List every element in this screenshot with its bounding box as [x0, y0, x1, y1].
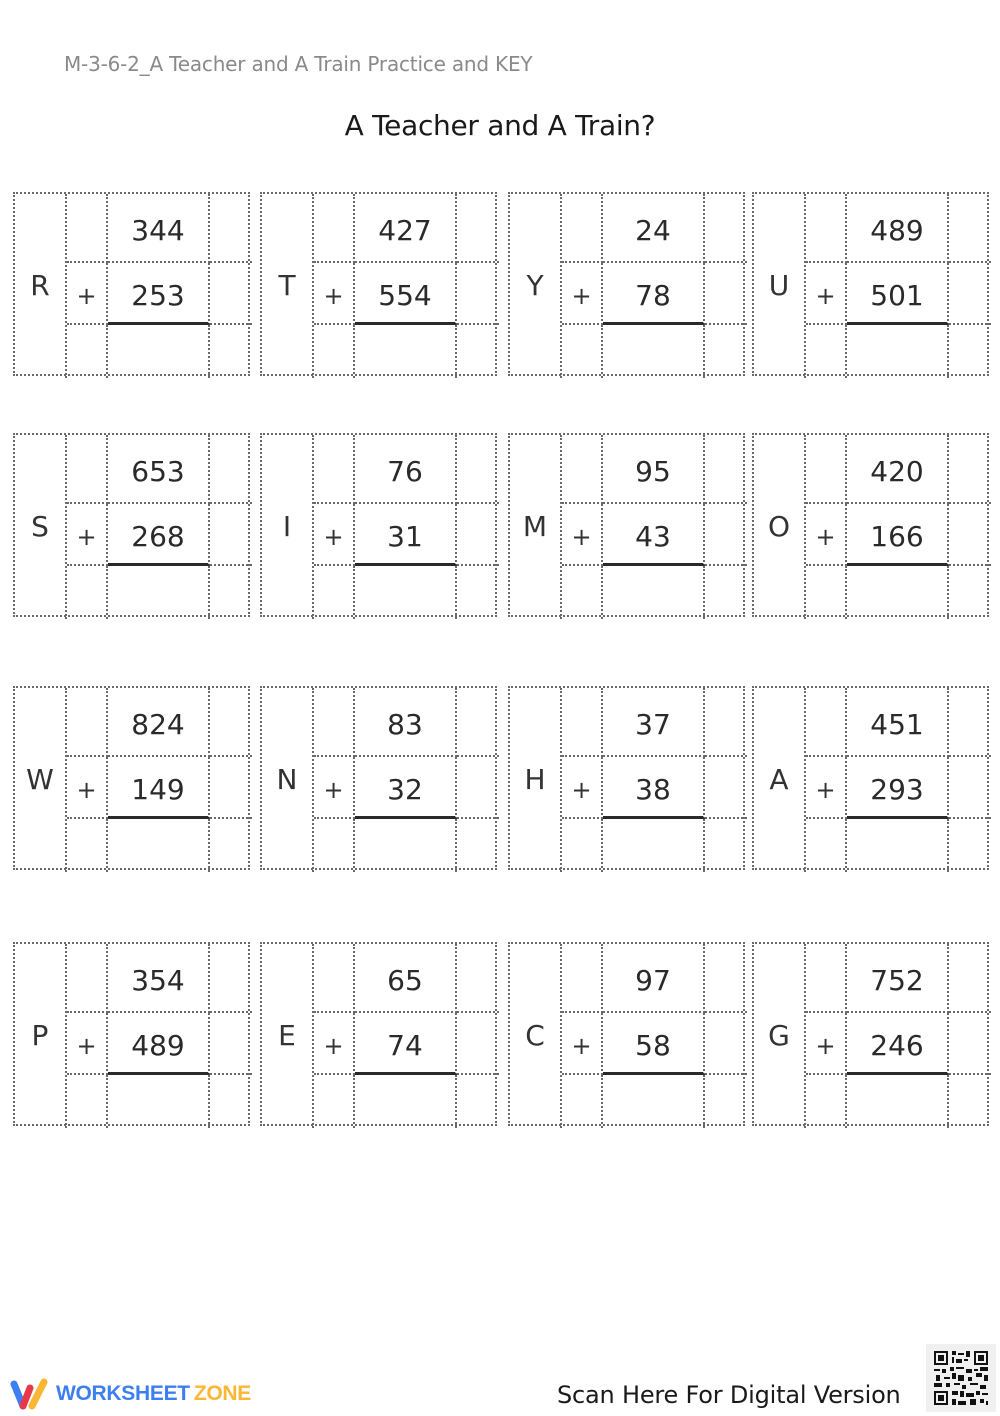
plus-operator: +	[562, 1013, 603, 1075]
problem-letter: U	[754, 194, 806, 378]
empty-cell	[210, 325, 252, 378]
empty-cell	[949, 688, 991, 757]
answer-box[interactable]	[355, 566, 457, 619]
problem-y	[508, 192, 745, 376]
problem-letter: O	[754, 435, 806, 619]
addend-top: 354	[108, 944, 210, 1013]
addend-top: 451	[847, 688, 949, 757]
addend-bottom: 58	[603, 1013, 705, 1075]
plus-operator: +	[314, 504, 355, 566]
problem-letter: H	[510, 688, 562, 872]
addend-top: 420	[847, 435, 949, 504]
problem-grid-box	[260, 433, 497, 617]
plus-operator: +	[806, 504, 847, 566]
empty-cell	[562, 688, 603, 757]
addend-bottom: 268	[108, 504, 210, 566]
empty-cell	[705, 325, 747, 378]
empty-cell	[67, 688, 108, 757]
empty-cell	[210, 1013, 252, 1075]
problem-letter: T	[262, 194, 314, 378]
problem-h	[508, 686, 745, 870]
empty-cell	[67, 566, 108, 619]
problem-grid-box	[752, 942, 989, 1126]
empty-cell	[949, 325, 991, 378]
addend-bottom: 43	[603, 504, 705, 566]
problem-c	[508, 942, 745, 1126]
empty-cell	[210, 757, 252, 819]
answer-box[interactable]	[355, 819, 457, 872]
empty-cell	[67, 194, 108, 263]
empty-cell	[705, 688, 747, 757]
empty-cell	[314, 1075, 355, 1128]
empty-cell	[949, 263, 991, 325]
empty-cell	[314, 566, 355, 619]
plus-operator: +	[314, 757, 355, 819]
problem-o	[752, 433, 989, 617]
empty-cell	[457, 944, 499, 1013]
problem-grid-box	[260, 192, 497, 376]
plus-operator: +	[314, 1013, 355, 1075]
empty-cell	[562, 566, 603, 619]
empty-cell	[210, 819, 252, 872]
empty-cell	[806, 944, 847, 1013]
empty-cell	[67, 1075, 108, 1128]
empty-cell	[314, 435, 355, 504]
problem-g	[752, 942, 989, 1126]
empty-cell	[705, 1013, 747, 1075]
empty-cell	[314, 944, 355, 1013]
addend-bottom: 78	[603, 263, 705, 325]
empty-cell	[949, 435, 991, 504]
empty-cell	[705, 504, 747, 566]
empty-cell	[949, 1013, 991, 1075]
plus-operator: +	[314, 263, 355, 325]
addend-bottom: 38	[603, 757, 705, 819]
empty-cell	[806, 194, 847, 263]
problem-e	[260, 942, 497, 1126]
addend-top: 427	[355, 194, 457, 263]
addend-top: 76	[355, 435, 457, 504]
empty-cell	[457, 325, 499, 378]
empty-cell	[67, 435, 108, 504]
worksheetzone-logo-icon	[10, 1378, 50, 1410]
addend-bottom: 166	[847, 504, 949, 566]
empty-cell	[705, 757, 747, 819]
problem-letter: W	[15, 688, 67, 872]
answer-box[interactable]	[355, 1075, 457, 1128]
plus-operator: +	[562, 504, 603, 566]
problem-t	[260, 192, 497, 376]
addend-bottom: 32	[355, 757, 457, 819]
problem-u	[752, 192, 989, 376]
problem-grid-box	[13, 192, 250, 376]
empty-cell	[949, 757, 991, 819]
empty-cell	[457, 435, 499, 504]
empty-cell	[314, 688, 355, 757]
empty-cell	[705, 263, 747, 325]
addend-top: 97	[603, 944, 705, 1013]
plus-operator: +	[806, 757, 847, 819]
problem-grid-box	[508, 192, 745, 376]
empty-cell	[457, 688, 499, 757]
answer-box[interactable]	[847, 566, 949, 619]
problem-r	[13, 192, 250, 376]
empty-cell	[457, 1013, 499, 1075]
empty-cell	[210, 194, 252, 263]
addend-bottom: 246	[847, 1013, 949, 1075]
problem-grid-box	[508, 942, 745, 1126]
empty-cell	[457, 819, 499, 872]
addend-bottom: 149	[108, 757, 210, 819]
problem-grid-box	[752, 192, 989, 376]
empty-cell	[67, 944, 108, 1013]
empty-cell	[705, 944, 747, 1013]
worksheet-title: A Teacher and A Train?	[344, 109, 656, 142]
empty-cell	[806, 435, 847, 504]
empty-cell	[705, 194, 747, 263]
empty-cell	[949, 194, 991, 263]
qr-code[interactable]	[926, 1344, 996, 1412]
problem-grid-box	[752, 686, 989, 870]
empty-cell	[949, 944, 991, 1013]
empty-cell	[562, 819, 603, 872]
problem-grid-box	[508, 433, 745, 617]
empty-cell	[210, 1075, 252, 1128]
problem-a	[752, 686, 989, 870]
scan-instruction: Scan Here For Digital Version	[557, 1381, 901, 1409]
addend-top: 752	[847, 944, 949, 1013]
empty-cell	[562, 194, 603, 263]
addend-bottom: 489	[108, 1013, 210, 1075]
problem-grid-box	[13, 942, 250, 1126]
empty-cell	[457, 757, 499, 819]
addend-top: 83	[355, 688, 457, 757]
addend-top: 824	[108, 688, 210, 757]
empty-cell	[806, 566, 847, 619]
plus-operator: +	[562, 757, 603, 819]
empty-cell	[457, 566, 499, 619]
logo-text	[56, 1382, 251, 1406]
problem-letter: R	[15, 194, 67, 378]
addend-bottom: 31	[355, 504, 457, 566]
addend-top: 95	[603, 435, 705, 504]
addend-top: 24	[603, 194, 705, 263]
plus-operator: +	[806, 263, 847, 325]
answer-box[interactable]	[603, 1075, 705, 1128]
empty-cell	[67, 325, 108, 378]
empty-cell	[457, 504, 499, 566]
answer-box[interactable]	[108, 1075, 210, 1128]
empty-cell	[210, 435, 252, 504]
problem-letter: G	[754, 944, 806, 1128]
qr-code-icon	[932, 1349, 990, 1407]
answer-box[interactable]	[603, 325, 705, 378]
problem-letter: M	[510, 435, 562, 619]
problem-grid-box	[13, 433, 250, 617]
empty-cell	[457, 1075, 499, 1128]
problem-letter: S	[15, 435, 67, 619]
problem-letter: I	[262, 435, 314, 619]
empty-cell	[562, 944, 603, 1013]
problem-letter: Y	[510, 194, 562, 378]
empty-cell	[705, 435, 747, 504]
empty-cell	[705, 1075, 747, 1128]
problem-letter: E	[262, 944, 314, 1128]
empty-cell	[806, 325, 847, 378]
problem-letter: C	[510, 944, 562, 1128]
answer-box[interactable]	[108, 566, 210, 619]
problem-grid-box	[508, 686, 745, 870]
answer-box[interactable]	[108, 325, 210, 378]
plus-operator: +	[67, 757, 108, 819]
empty-cell	[562, 435, 603, 504]
worksheetzone-logo[interactable]	[10, 1378, 251, 1410]
problem-letter: N	[262, 688, 314, 872]
empty-cell	[457, 194, 499, 263]
logo-text-zone: ZONE	[193, 1382, 251, 1405]
answer-box[interactable]	[847, 819, 949, 872]
addend-bottom: 293	[847, 757, 949, 819]
addend-bottom: 501	[847, 263, 949, 325]
answer-box[interactable]	[108, 819, 210, 872]
plus-operator: +	[806, 1013, 847, 1075]
logo-text-worksheet: WORKSHEET	[56, 1382, 190, 1405]
problem-w	[13, 686, 250, 870]
addend-top: 653	[108, 435, 210, 504]
empty-cell	[210, 504, 252, 566]
answer-box[interactable]	[603, 566, 705, 619]
problem-grid-box	[260, 942, 497, 1126]
problem-s	[13, 433, 250, 617]
empty-cell	[949, 566, 991, 619]
answer-box[interactable]	[847, 325, 949, 378]
empty-cell	[705, 819, 747, 872]
addend-top: 489	[847, 194, 949, 263]
problem-p	[13, 942, 250, 1126]
empty-cell	[314, 819, 355, 872]
plus-operator: +	[67, 1013, 108, 1075]
empty-cell	[210, 944, 252, 1013]
empty-cell	[314, 194, 355, 263]
answer-box[interactable]	[355, 325, 457, 378]
empty-cell	[210, 688, 252, 757]
plus-operator: +	[67, 504, 108, 566]
plus-operator: +	[562, 263, 603, 325]
problem-n	[260, 686, 497, 870]
empty-cell	[210, 566, 252, 619]
answer-box[interactable]	[847, 1075, 949, 1128]
addend-bottom: 253	[108, 263, 210, 325]
addend-bottom: 554	[355, 263, 457, 325]
addend-top: 37	[603, 688, 705, 757]
empty-cell	[949, 819, 991, 872]
problem-i	[260, 433, 497, 617]
answer-box[interactable]	[603, 819, 705, 872]
empty-cell	[806, 688, 847, 757]
addend-top: 344	[108, 194, 210, 263]
problem-letter: A	[754, 688, 806, 872]
document-label: M-3-6-2_A Teacher and A Train Practice and KEY	[64, 52, 533, 76]
problem-grid-box	[752, 433, 989, 617]
problem-letter: P	[15, 944, 67, 1128]
empty-cell	[562, 325, 603, 378]
empty-cell	[949, 1075, 991, 1128]
empty-cell	[806, 1075, 847, 1128]
empty-cell	[705, 566, 747, 619]
empty-cell	[457, 263, 499, 325]
empty-cell	[67, 819, 108, 872]
empty-cell	[210, 263, 252, 325]
empty-cell	[949, 504, 991, 566]
problem-grid-box	[13, 686, 250, 870]
empty-cell	[806, 819, 847, 872]
empty-cell	[314, 325, 355, 378]
empty-cell	[562, 1075, 603, 1128]
addend-top: 65	[355, 944, 457, 1013]
problem-grid-box	[260, 686, 497, 870]
plus-operator: +	[67, 263, 108, 325]
problem-m	[508, 433, 745, 617]
addend-bottom: 74	[355, 1013, 457, 1075]
